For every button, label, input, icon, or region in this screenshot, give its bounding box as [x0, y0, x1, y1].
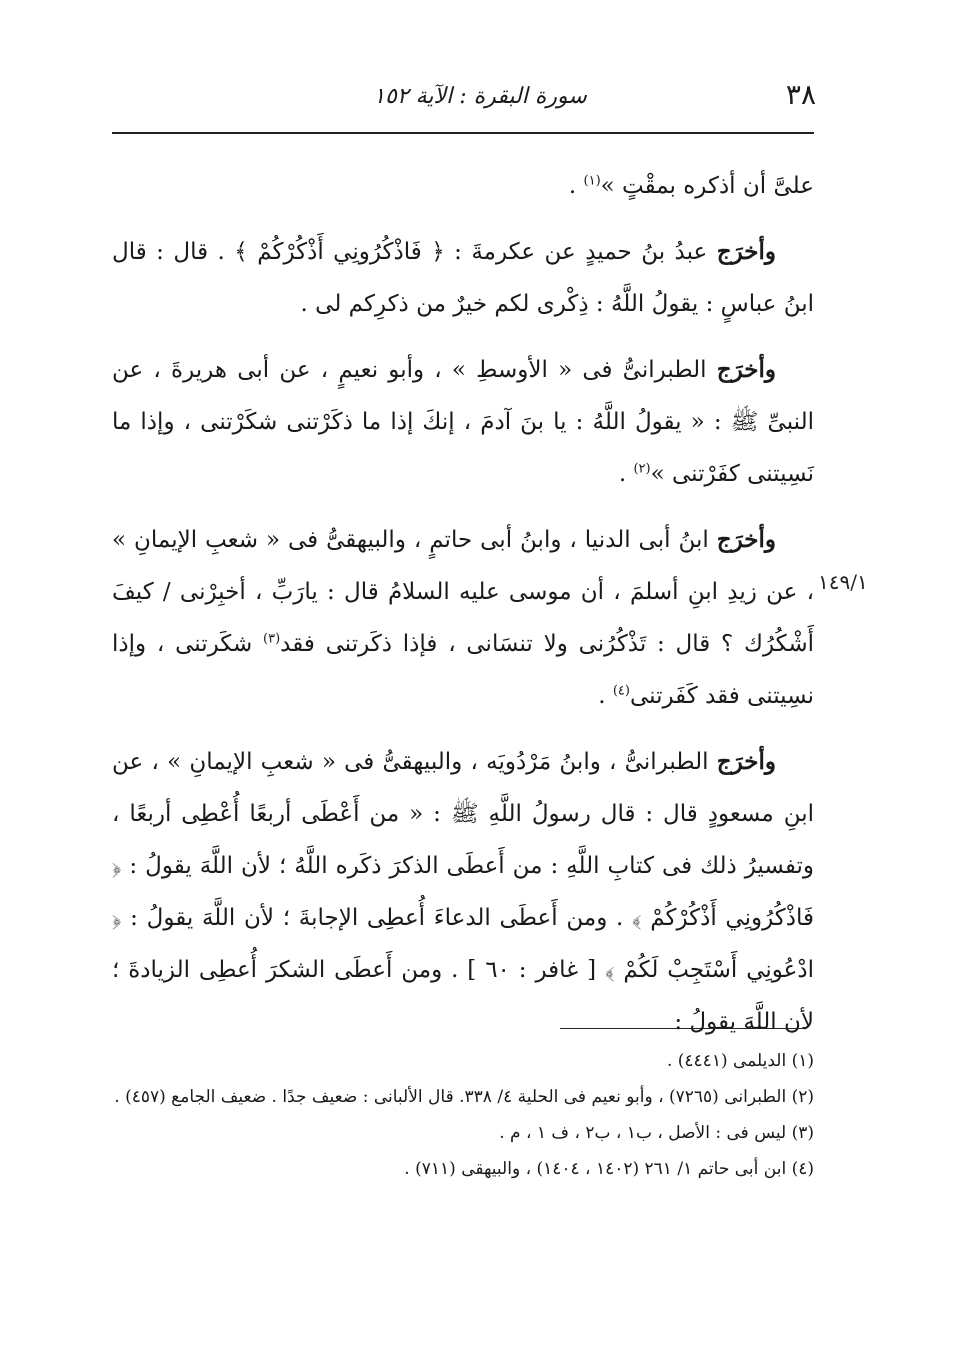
running-head: سورة البقرة : الآية ١٥٢	[373, 84, 587, 109]
paragraph-2-lead: وأخرَج	[716, 238, 776, 265]
paragraph-2	[112, 226, 814, 330]
paragraph-3-tail: .	[618, 461, 634, 487]
paragraph-4-text: ابنُ أبى الدنيا ، وابنُ أبى حاتمٍ ، والبيهقىُّ فى « شعبِ الإيمانِ » ، عن زيدِ ابنِ أسلمَ ، أن موسى عليه السلامُ قال : يارَبِّ ، أخبِرْنى / كيفَ أَشْكُرُك ؟ قال : تَذْكُرُنى ولا تنسَانى ، فإذا ذكَرتنى فقد	[112, 527, 814, 657]
footnotes	[112, 1046, 814, 1190]
footnote-marker-3: (٣)	[263, 631, 281, 647]
paragraph-1-tail: .	[568, 173, 584, 199]
paragraph-5	[112, 736, 814, 1048]
paragraph-1-text: علىَّ أن أذكره بمقْتٍ »	[600, 173, 814, 199]
paragraph-4	[112, 514, 814, 722]
footnote-marker-2: (٢)	[633, 461, 651, 477]
paragraph-5-text: الطبرانىُّ ، وابنُ مَرْدُويَه ، والبيهقىُّ فى « شعبِ الإيمانِ » ، عن ابنِ مسعودٍ قال : قال رسولُ اللَّهِ ﷺ : « من أَعْطَى أربعًا أُعْطِى أربعًا ، وتفسيرُ ذلك فى كتابِ اللَّهِ : من أَعطَى الذكرَ ذكَره اللَّهُ ؛ لأن اللَّهَ يقولُ : ﴿ فَاذْكُرُونِي أَذْكُرْكُمْ ﴾ . ومن أَعطَى الدعاءَ أُعطِى الإجابةَ ؛ لأن اللَّهَ يقولُ : ﴿ ادْعُونِي أَسْتَجِبْ لَكُمْ ﴾ [ غافر : ٦٠ ] . ومن أَعطَى الشكرَ أُعطِى الزيادةَ ؛ لأن اللَّهَ يقولُ :	[112, 749, 815, 1035]
paragraph-4-tail-2: .	[598, 683, 613, 709]
main-text	[112, 160, 814, 1062]
paragraph-3-text: الطبرانىُّ فى « الأوسطِ » ، وأبو نعيمٍ ، عن أبى هريرةَ ، عن النبىِّ ﷺ : « يقولُ اللَّهُ : يا بنَ آدمَ ، إنكَ إذا ما ذكَرْتنى شكَرْتنى ، وإذا ما نَسِيتنى كفَرْتنى »	[112, 357, 814, 487]
footnote-1: (١) الديلمى (٤٤٤١) .	[666, 1051, 814, 1071]
footnote-rule	[560, 1028, 804, 1029]
footnote-marker-1: (١)	[583, 173, 601, 189]
paragraph-3	[112, 344, 814, 500]
paragraph-5-lead: وأخرَج	[716, 748, 776, 775]
footnote-2: (٢) الطبرانى (٧٢٦٥) ، وأبو نعيم فى الحلية ٤/ ٣٣٨. قال الألبانى : ضعيف جدًا . ضعيف الجامع (٤٥٧) .	[114, 1087, 814, 1107]
margin-reference: ١٤٩/١	[818, 570, 868, 594]
footnote-4: (٤) ابن أبى حاتم ١/ ٢٦١ (١٤٠٢ ، ١٤٠٤) ، والبيهقى (٧١١) .	[404, 1159, 814, 1179]
page-number: ٣٨	[785, 78, 816, 111]
paragraph-2-text: عبدُ بنُ حميدٍ عن عكرمةَ : ﴿ فَاذْكُرُونِي أَذْكُرْكُمْ ﴾ . قال : قال ابنُ عباسٍ : يقولُ اللَّهُ : ذِكْرى لكم خيرٌ من ذكرِكم لى .	[112, 239, 814, 317]
paragraph-3-lead: وأخرَج	[716, 356, 776, 383]
paragraph-4-tail: شكَرتنى ، وإذا نسِيتنى فقد كَفَرتنى	[112, 631, 814, 709]
header-rule	[112, 132, 814, 134]
footnote-3: (٣) ليس فى : الأصل ، ب١ ، ب٢ ، ف ١ ، م .	[499, 1123, 814, 1143]
footnote-marker-4: (٤)	[612, 683, 630, 699]
paragraph-1	[112, 160, 814, 212]
paragraph-4-lead: وأخرَج	[716, 526, 776, 553]
